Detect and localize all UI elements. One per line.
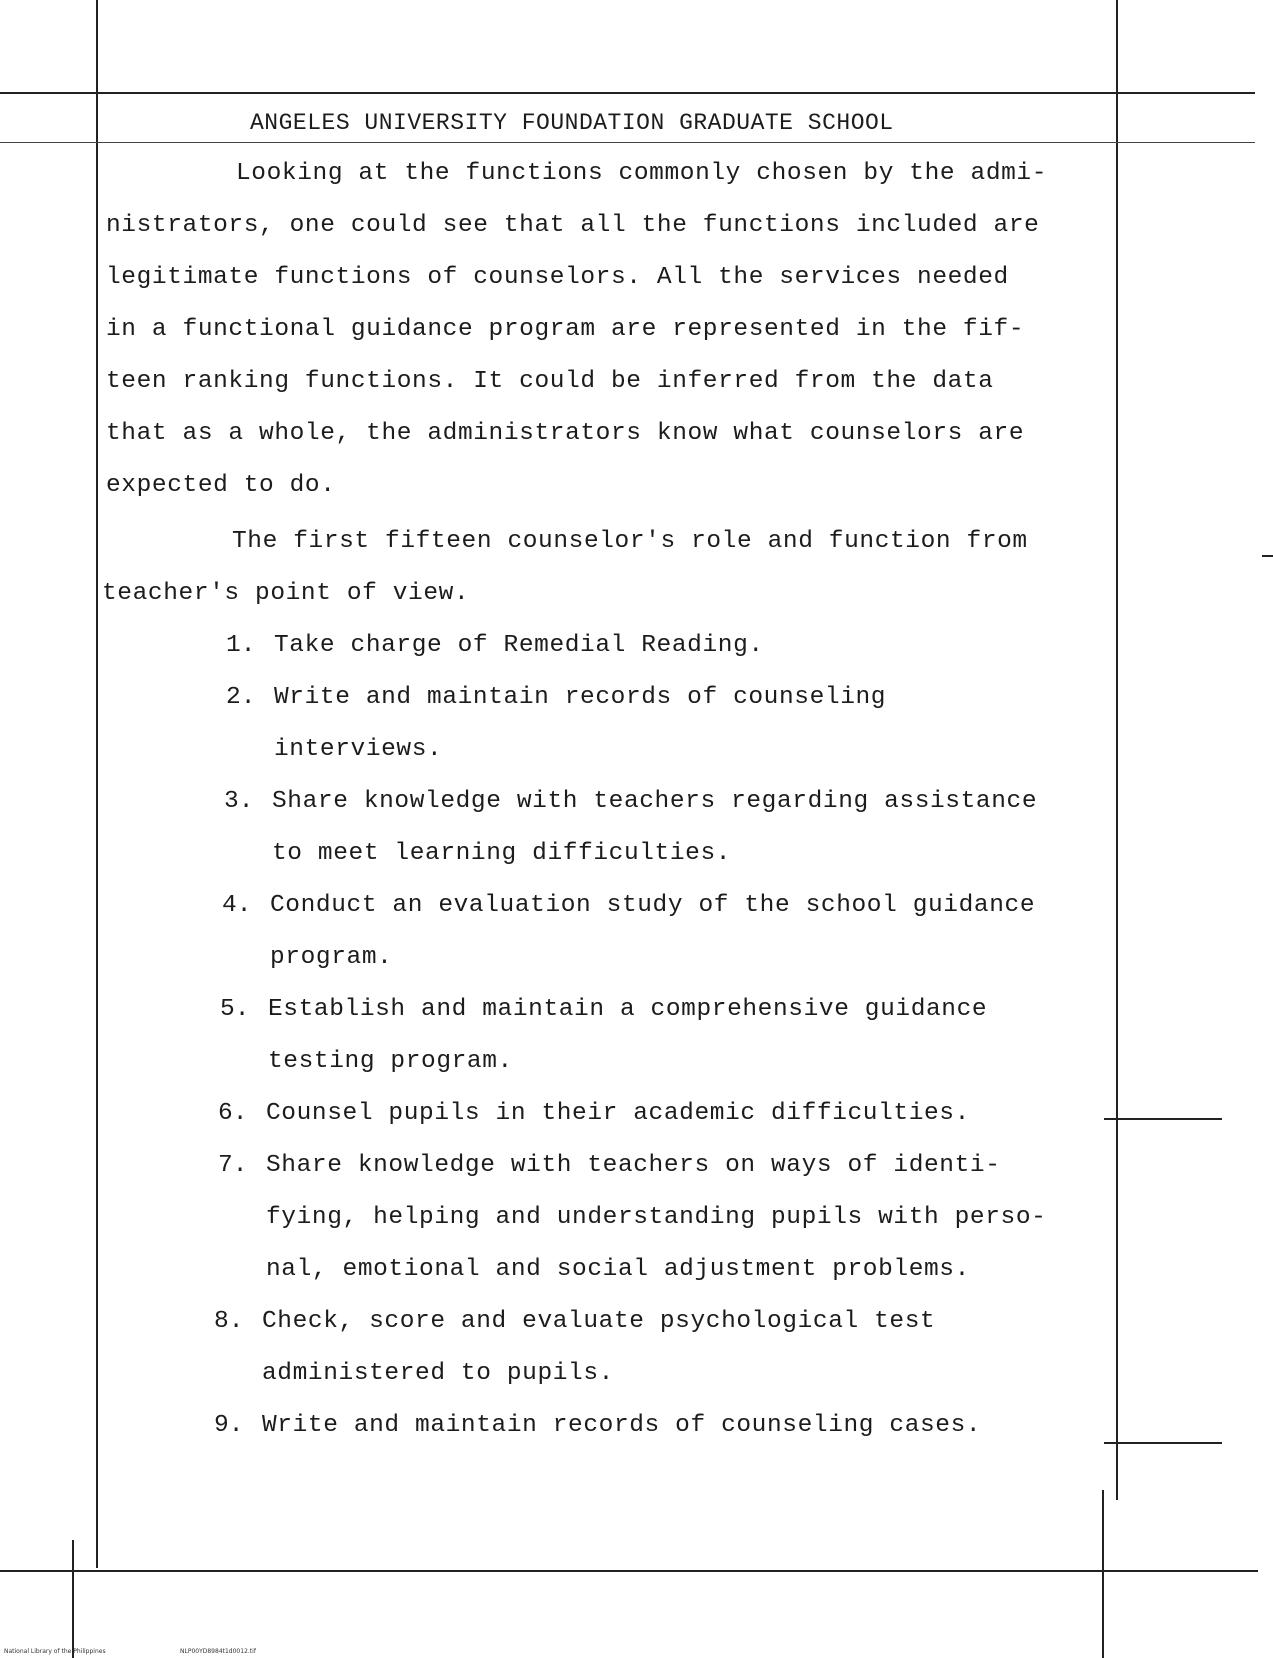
page-header: ANGELES UNIVERSITY FOUNDATION GRADUATE SCHOOL: [250, 110, 894, 136]
list-item-text: Check, score and evaluate psychological test: [262, 1308, 936, 1335]
list-item-number: 1.: [226, 632, 256, 659]
right-margin-line: [1116, 0, 1118, 1500]
list-item-text: interviews.: [274, 736, 443, 763]
list-item-text: Share knowledge with teachers regarding assistance: [272, 788, 1038, 815]
list-item-number: 7.: [218, 1152, 248, 1179]
scan-file-id: NLP00YD8984t1d0012.tif: [180, 1648, 256, 1655]
paragraph-line: legitimate functions of counselors. All the services needed: [106, 264, 1009, 291]
paragraph-line: nistrators, one could see that all the functions included are: [106, 212, 1040, 239]
library-credit: National Library of the Philippines: [4, 1648, 106, 1655]
paragraph-line: Looking at the functions commonly chosen by the admi-: [236, 160, 1048, 187]
list-item-text: to meet learning difficulties.: [272, 840, 732, 867]
list-item-number: 2.: [226, 684, 256, 711]
right-margin-line-lower: [1102, 1490, 1104, 1658]
list-item-text: Share knowledge with teachers on ways of identi-: [266, 1152, 1001, 1179]
list-item-text: Take charge of Remedial Reading.: [274, 632, 764, 659]
paragraph-line: that as a whole, the administrators know what counselors are: [106, 420, 1025, 447]
list-item-number: 3.: [224, 788, 254, 815]
list-item-text: testing program.: [268, 1048, 513, 1075]
list-item-text: program.: [270, 944, 393, 971]
left-margin-line-lower: [72, 1540, 74, 1658]
paragraph-line: in a functional guidance program are represented in the fif-: [106, 316, 1025, 343]
list-item-text: nal, emotional and social adjustment problems.: [266, 1256, 970, 1283]
paragraph-line: teen ranking functions. It could be inferred from the data: [106, 368, 994, 395]
list-item-text: Write and maintain records of counseling: [274, 684, 887, 711]
header-bottom-rule: [0, 142, 1255, 143]
list-item-number: 9.: [214, 1412, 244, 1439]
left-margin-line: [96, 0, 98, 1568]
right-edge-mark: [1104, 1442, 1222, 1444]
list-item-text: administered to pupils.: [262, 1360, 614, 1387]
list-item-text: Conduct an evaluation study of the school guidance: [270, 892, 1036, 919]
list-item-text: Counsel pupils in their academic difficulties.: [266, 1100, 970, 1127]
header-top-rule: [0, 92, 1255, 94]
list-item-number: 5.: [220, 996, 250, 1023]
paragraph-line: The first fifteen counselor's role and function from: [232, 528, 1028, 555]
paragraph-line: teacher's point of view.: [102, 580, 470, 607]
list-item-number: 8.: [214, 1308, 244, 1335]
footer-rule: [0, 1570, 1258, 1572]
list-item-text: Establish and maintain a comprehensive guidance: [268, 996, 988, 1023]
list-item-text: Write and maintain records of counseling cases.: [262, 1412, 982, 1439]
list-item-number: 4.: [222, 892, 252, 919]
list-item-text: fying, helping and understanding pupils with perso-: [266, 1204, 1047, 1231]
edge-tick: [1262, 555, 1273, 557]
paragraph-line: expected to do.: [106, 472, 336, 499]
list-item-number: 6.: [218, 1100, 248, 1127]
right-edge-mark: [1104, 1118, 1222, 1120]
